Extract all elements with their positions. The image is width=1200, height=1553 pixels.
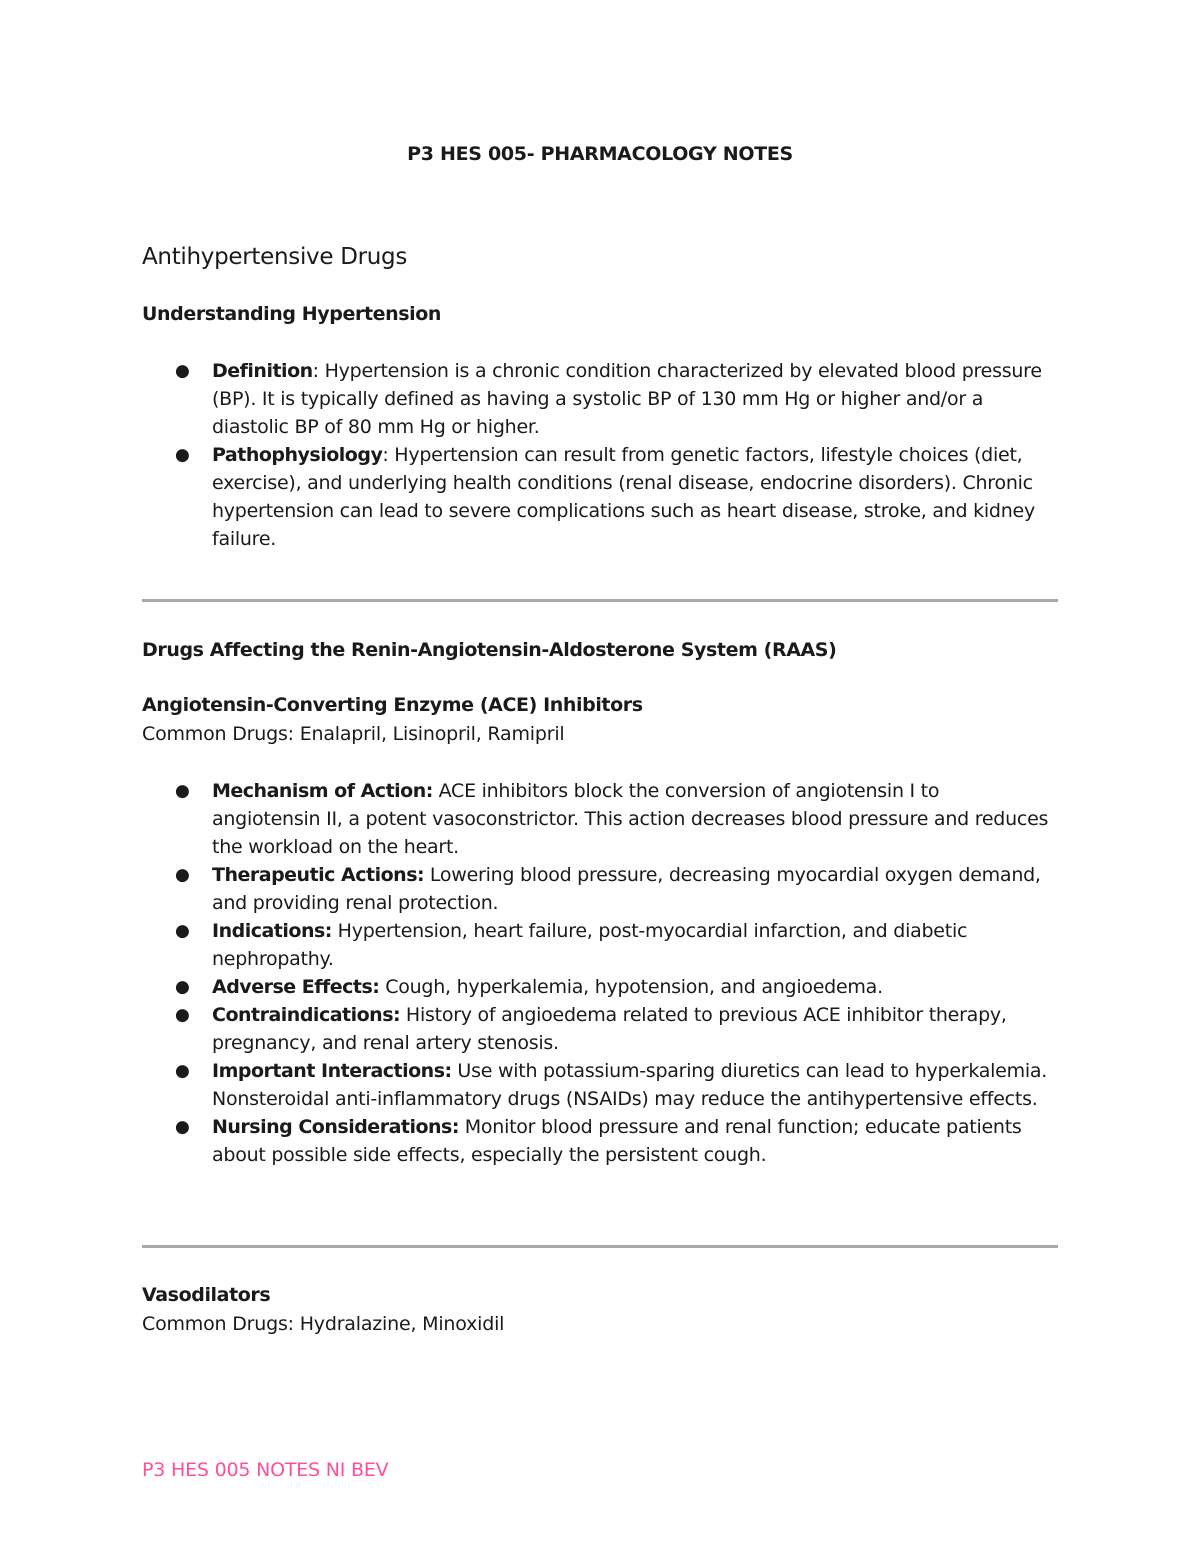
item-text: Cough, hyperkalemia, hypotension, and angioedema. — [379, 976, 883, 998]
subheading-raas: Drugs Affecting the Renin-Angiotensin-Aldosterone System (RAAS) — [142, 639, 837, 661]
list-item — [142, 917, 1052, 973]
item-text: Use with potassium-sparing diuretics can lead to hyperkalemia. Nonsteroidal anti-inflammatory drugs (NSAIDs) may reduce the antihypertensive effects. — [212, 1060, 1048, 1110]
item-term: Pathophysiology — [212, 444, 383, 466]
list-item — [142, 777, 1052, 861]
item-text: Lowering blood pressure, decreasing myocardial oxygen demand, and providing renal protection. — [212, 864, 1041, 914]
understanding-list — [142, 357, 1052, 553]
bullet-icon: ● — [175, 445, 190, 465]
section-heading-antihypertensive: Antihypertensive Drugs — [142, 244, 408, 270]
item-text: : Hypertension is a chronic condition characterized by elevated blood pressure (BP). It is typically defined as having a systolic BP of 130 mm Hg or higher and/or a diastolic BP of 80 mm Hg or higher. — [212, 360, 1042, 438]
item-term: Important Interactions: — [212, 1060, 452, 1082]
item-term: Definition — [212, 360, 313, 382]
item-text: : Hypertension can result from genetic factors, lifestyle choices (diet, exercise), and underlying health conditions (renal disease, endocrine disorders). Chronic hypertension can lead to severe complications such as heart disease, stroke, and kidney failure. — [212, 444, 1035, 550]
item-term: Mechanism of Action: — [212, 780, 433, 802]
bullet-icon: ● — [175, 781, 190, 801]
bullet-icon: ● — [175, 361, 190, 381]
page-footer: P3 HES 005 NOTES NI BEV — [142, 1459, 389, 1481]
list-item — [142, 861, 1052, 917]
item-term: Adverse Effects: — [212, 976, 380, 998]
subheading-vasodilators: Vasodilators — [142, 1284, 271, 1306]
item-term: Contraindications: — [212, 1004, 401, 1026]
bullet-icon: ● — [175, 1117, 190, 1137]
bullet-icon: ● — [175, 921, 190, 941]
item-text: Hypertension, heart failure, post-myocardial infarction, and diabetic nephropathy. — [212, 920, 968, 970]
vasodilators-common-drugs: Common Drugs: Hydralazine, Minoxidil — [142, 1313, 505, 1335]
item-term: Nursing Considerations: — [212, 1116, 459, 1138]
bullet-icon: ● — [175, 1005, 190, 1025]
list-item — [142, 441, 1052, 553]
document-title: P3 HES 005- PHARMACOLOGY NOTES — [407, 143, 793, 165]
item-text: ACE inhibitors block the conversion of angiotensin I to angiotensin II, a potent vasoconstrictor. This action decreases blood pressure and reduces the workload on the heart. — [212, 780, 1049, 858]
list-item — [142, 1057, 1052, 1113]
bullet-icon: ● — [175, 865, 190, 885]
subheading-ace-inhibitors: Angiotensin-Converting Enzyme (ACE) Inhibitors — [142, 694, 643, 716]
bullet-icon: ● — [175, 977, 190, 997]
ace-common-drugs: Common Drugs: Enalapril, Lisinopril, Ramipril — [142, 723, 565, 745]
bullet-icon: ● — [175, 1061, 190, 1081]
horizontal-divider — [142, 599, 1058, 602]
item-text: Monitor blood pressure and renal function; educate patients about possible side effects, especially the persistent cough. — [212, 1116, 1022, 1166]
list-item — [142, 973, 1052, 1001]
item-term: Indications: — [212, 920, 332, 942]
list-item — [142, 1113, 1052, 1169]
ace-list — [142, 777, 1052, 1169]
item-text: History of angioedema related to previous ACE inhibitor therapy, pregnancy, and renal artery stenosis. — [212, 1004, 1007, 1054]
horizontal-divider — [142, 1245, 1058, 1248]
list-item — [142, 357, 1052, 441]
list-item — [142, 1001, 1052, 1057]
item-term: Therapeutic Actions: — [212, 864, 425, 886]
subheading-understanding-hypertension: Understanding Hypertension — [142, 303, 442, 325]
